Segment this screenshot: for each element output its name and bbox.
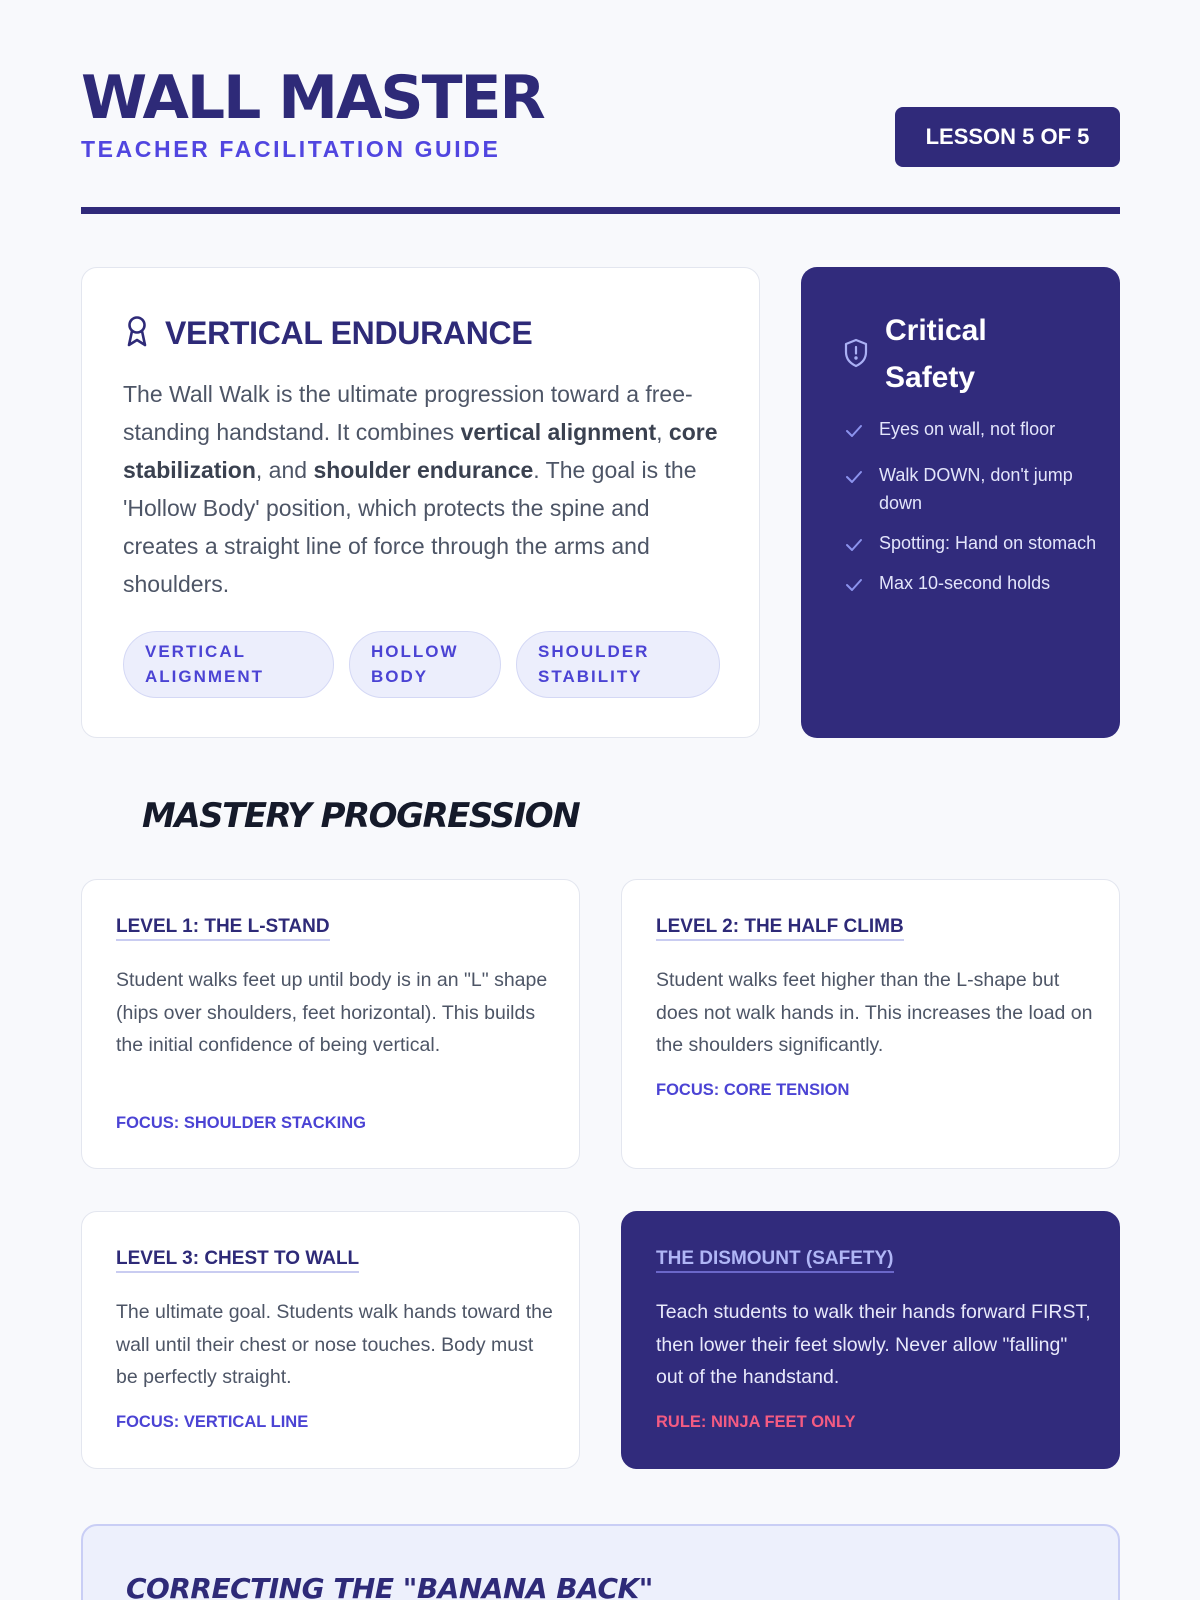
check-icon [843, 534, 865, 556]
lesson-badge: LESSON 5 OF 5 [895, 107, 1120, 167]
level-focus: FOCUS: VERTICAL LINE [116, 1413, 309, 1431]
level-title: THE DISMOUNT (SAFETY) [656, 1248, 894, 1273]
skill-tag: SHOULDER STABILITY [516, 631, 720, 698]
dismount-card [621, 1211, 1120, 1469]
mastery-heading: MASTERY PROGRESSION [142, 796, 580, 836]
skill-tag: HOLLOW BODY [349, 631, 501, 698]
level-title: LEVEL 3: CHEST TO WALL [116, 1248, 359, 1273]
safety-heading [843, 307, 1055, 401]
list-item [843, 529, 1103, 557]
intro-heading [123, 314, 532, 353]
safety-list [843, 415, 1103, 597]
shield-alert-icon [843, 336, 869, 373]
intro-card [81, 267, 760, 738]
level-description: The ultimate goal. Students walk hands toward the wall until their chest or nose touches. Body must be perfectly straight. [116, 1301, 553, 1388]
skill-tags [123, 631, 720, 698]
level-description: Student walks feet higher than the L-shape but does not walk hands in. This increases the load on the shoulders significantly. [656, 969, 1093, 1056]
safety-card [801, 267, 1120, 738]
check-icon [843, 466, 865, 488]
level-title: LEVEL 2: THE HALF CLIMB [656, 916, 904, 941]
level-title: LEVEL 1: THE L-STAND [116, 916, 330, 941]
list-item [843, 569, 1103, 597]
banana-back-panel [81, 1524, 1120, 1600]
safety-item-text: Walk DOWN, don't jump down [879, 465, 1073, 513]
intro-title: VERTICAL ENDURANCE [165, 315, 533, 351]
level-focus: FOCUS: CORE TENSION [656, 1081, 850, 1099]
level-description: Teach students to walk their hands forward FIRST, then lower their feet slowly. Never allow "falling" out of the handstand. [656, 1301, 1091, 1388]
safety-item-text: Max 10-second holds [879, 573, 1051, 593]
safety-item-text: Spotting: Hand on stomach [879, 533, 1097, 553]
award-ribbon-icon [123, 314, 151, 353]
level-focus: FOCUS: SHOULDER STACKING [116, 1114, 366, 1132]
page-title: WALL MASTER [81, 63, 544, 133]
safety-title: Critical Safety [885, 314, 987, 394]
level-rule: RULE: NINJA FEET ONLY [656, 1413, 856, 1431]
level-description: Student walks feet up until body is in an "L" shape (hips over shoulders, feet horizontal). This builds the initial confidence of being vertical. [116, 969, 548, 1056]
level-card-3 [81, 1211, 580, 1469]
guide-page [81, 0, 1120, 1600]
page-subtitle: TEACHER FACILITATION GUIDE [81, 136, 501, 162]
level-card-2 [621, 879, 1120, 1169]
level-card-1 [81, 879, 580, 1169]
check-icon [843, 574, 865, 596]
check-icon [843, 420, 865, 442]
banana-back-title: CORRECTING THE "BANANA BACK" [126, 1572, 653, 1600]
skill-tag: VERTICAL ALIGNMENT [123, 631, 334, 698]
header-divider [81, 207, 1120, 214]
page-header [81, 0, 1120, 214]
list-item [843, 461, 1103, 517]
safety-item-text: Eyes on wall, not floor [879, 419, 1056, 439]
list-item [843, 415, 1103, 443]
intro-description: The Wall Walk is the ultimate progression toward a free-standing handstand. It combines vertical alignment, core stabilization, and shoulder endurance. The goal is the 'Hollow Body' position, which protects the spine and creates a straight line of force through the arms and shoulders. [123, 381, 718, 597]
